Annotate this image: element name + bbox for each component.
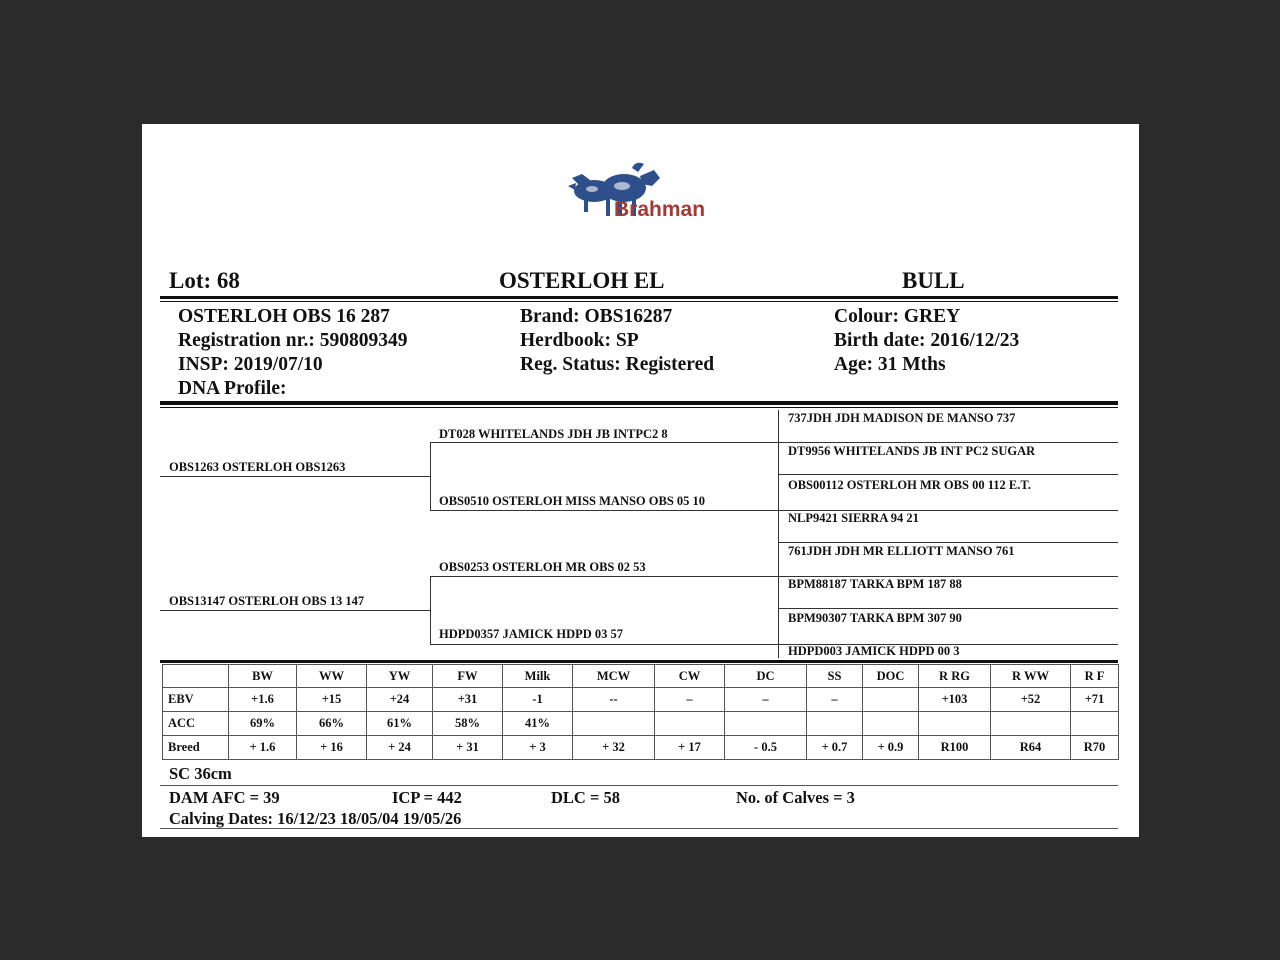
- ebv-row: [163, 712, 1119, 736]
- pedigree-ggp-7: BPM90307 TARKA BPM 307 90: [788, 611, 962, 625]
- dna-profile: DNA Profile:: [178, 378, 287, 399]
- ebv-cell: FW: [433, 665, 503, 688]
- pedigree-ggp-6: BPM88187 TARKA BPM 187 88: [788, 577, 962, 591]
- ebv-cell: –: [655, 688, 725, 712]
- ebv-cell: + 31: [433, 736, 503, 760]
- ebv-cell: BW: [229, 665, 297, 688]
- ebv-cell: + 16: [297, 736, 367, 760]
- ebv-cell: +52: [991, 688, 1071, 712]
- info-column-2: [520, 305, 714, 377]
- ebv-cell: [163, 665, 229, 688]
- logo-wordmark: Brahman: [614, 198, 706, 221]
- birth-date: Birth date: 2016/12/23: [834, 330, 1020, 351]
- pedigree-ggp-2: DT9956 WHITELANDS JB INT PC2 SUGAR: [788, 444, 1036, 458]
- ebv-cell: +1.6: [229, 688, 297, 712]
- ebv-cell: ACC: [163, 712, 229, 736]
- ebv-cell: [863, 712, 919, 736]
- pedigree-ggp-5: 761JDH JDH MR ELLIOTT MANSO 761: [788, 544, 1015, 558]
- line-sire: [160, 476, 430, 477]
- ebv-cell: DOC: [863, 665, 919, 688]
- ebv-cell: +24: [367, 688, 433, 712]
- ebv-cell: --: [573, 688, 655, 712]
- full-name: OSTERLOH OBS 16 287: [178, 306, 390, 327]
- bracket-dam: [430, 576, 431, 644]
- lot-number: [169, 268, 240, 294]
- line-ds: [430, 576, 778, 577]
- ebv-cell: [1071, 712, 1119, 736]
- reg-status: Reg. Status: Registered: [520, 354, 715, 375]
- ebv-cell: CW: [655, 665, 725, 688]
- ebv-cell: +31: [433, 688, 503, 712]
- ebv-cell: DC: [725, 665, 807, 688]
- ebv-cell: +15: [297, 688, 367, 712]
- line-ss: [430, 442, 778, 443]
- pedigree-dam-dam: HDPD0357 JAMICK HDPD 03 57: [439, 627, 624, 641]
- pedigree-ggp-4: NLP9421 SIERRA 94 21: [788, 511, 919, 525]
- info-rule-thick: [160, 401, 1118, 405]
- table-rule-thick: [160, 660, 1118, 663]
- ebv-cell: 41%: [503, 712, 573, 736]
- pedigree-ggp-3: OBS00112 OSTERLOH MR OBS 00 112 E.T.: [788, 478, 1031, 492]
- pedigree-sire-dam: OBS0510 OSTERLOH MISS MANSO OBS 05 10: [439, 494, 706, 508]
- ebv-cell: [863, 688, 919, 712]
- number-of-calves: No. of Calves = 3: [736, 788, 855, 807]
- line-sd: [430, 510, 778, 511]
- ebv-cell: 69%: [229, 712, 297, 736]
- ebv-cell: [807, 712, 863, 736]
- pedigree-certificate: [142, 124, 1139, 837]
- pedigree-sire: OBS1263 OSTERLOH OBS1263: [169, 460, 346, 474]
- footer-rule-1: [160, 785, 1118, 786]
- herdbook: Herdbook: SP: [520, 330, 639, 351]
- line-ggp-2: [778, 474, 1118, 475]
- ebv-cell: [919, 712, 991, 736]
- header-rule-thin: [160, 301, 1118, 302]
- ebv-cell: [655, 712, 725, 736]
- ebv-cell: R WW: [991, 665, 1071, 688]
- ebv-cell: R RG: [919, 665, 991, 688]
- ebv-cell: + 17: [655, 736, 725, 760]
- brand: Brand: OBS16287: [520, 306, 673, 327]
- calving-dates: Calving Dates: 16/12/23 18/05/04 19/05/26: [169, 809, 462, 828]
- ebv-cell: WW: [297, 665, 367, 688]
- ebv-header-row: [163, 665, 1119, 688]
- ebv-cell: YW: [367, 665, 433, 688]
- brahman-logo: [562, 156, 712, 236]
- dlc: DLC = 58: [551, 788, 620, 807]
- pedigree-sire-sire: DT028 WHITELANDS JDH JB INTPC2 8: [439, 427, 668, 441]
- ebv-cell: +103: [919, 688, 991, 712]
- ebv-cell: Milk: [503, 665, 573, 688]
- lot-value: 68: [216, 268, 240, 293]
- ebv-cell: - 0.5: [725, 736, 807, 760]
- ebv-cell: R F: [1071, 665, 1119, 688]
- line-dd: [430, 644, 778, 645]
- ebv-cell: R64: [991, 736, 1071, 760]
- ebv-cell: 58%: [433, 712, 503, 736]
- pedigree-dam: OBS13147 OSTERLOH OBS 13 147: [169, 594, 365, 608]
- ebv-cell: R70: [1071, 736, 1119, 760]
- ebv-cell: + 1.6: [229, 736, 297, 760]
- bracket-sire: [430, 442, 431, 510]
- line-ggp-4: [778, 542, 1118, 543]
- ebv-cell: –: [807, 688, 863, 712]
- ebv-cell: 66%: [297, 712, 367, 736]
- ebv-cell: + 0.9: [863, 736, 919, 760]
- ebv-cell: [991, 712, 1071, 736]
- pedigree-dam-sire: OBS0253 OSTERLOH MR OBS 02 53: [439, 560, 646, 574]
- ebv-row: [163, 688, 1119, 712]
- ebv-table: [162, 664, 1119, 760]
- ebv-cell: + 32: [573, 736, 655, 760]
- ebv-cell: R100: [919, 736, 991, 760]
- brahman-cattle-logo-icon: [562, 156, 712, 236]
- ebv-cell: EBV: [163, 688, 229, 712]
- registration-number: Registration nr.: 590809349: [178, 330, 408, 351]
- ebv-cell: 61%: [367, 712, 433, 736]
- ebv-cell: Breed: [163, 736, 229, 760]
- ebv-cell: –: [725, 688, 807, 712]
- ebv-row: [163, 736, 1119, 760]
- info-column-1: [178, 305, 407, 401]
- pedigree-ggp-1: 737JDH JDH MADISON DE MANSO 737: [788, 411, 1016, 425]
- line-ggp-1: [778, 442, 1118, 443]
- colour: Colour: GREY: [834, 306, 961, 327]
- ebv-cell: -1: [503, 688, 573, 712]
- bracket-ggp: [778, 410, 779, 658]
- animal-sex: BULL: [902, 268, 965, 293]
- ebv-cell: SS: [807, 665, 863, 688]
- header-rule-thick: [160, 296, 1118, 299]
- footer-rule-2: [160, 828, 1118, 829]
- icp: ICP = 442: [392, 788, 462, 807]
- lot-label: Lot:: [169, 268, 212, 293]
- insp-date: INSP: 2019/07/10: [178, 354, 323, 375]
- line-dam: [160, 610, 430, 611]
- ebv-cell: [725, 712, 807, 736]
- scrotal-circumference: SC 36cm: [169, 764, 232, 783]
- info-rule-thin: [160, 407, 1118, 408]
- ebv-cell: [573, 712, 655, 736]
- dam-afc: DAM AFC = 39: [169, 788, 280, 807]
- info-column-3: [834, 305, 1019, 377]
- age: Age: 31 Mths: [834, 354, 946, 375]
- ebv-cell: MCW: [573, 665, 655, 688]
- ebv-cell: + 0.7: [807, 736, 863, 760]
- ebv-cell: +71: [1071, 688, 1119, 712]
- ebv-cell: + 24: [367, 736, 433, 760]
- pedigree-ggp-8: HDPD003 JAMICK HDPD 00 3: [788, 644, 960, 658]
- animal-name: OSTERLOH EL: [499, 268, 665, 293]
- line-ggp-6: [778, 608, 1118, 609]
- ebv-cell: + 3: [503, 736, 573, 760]
